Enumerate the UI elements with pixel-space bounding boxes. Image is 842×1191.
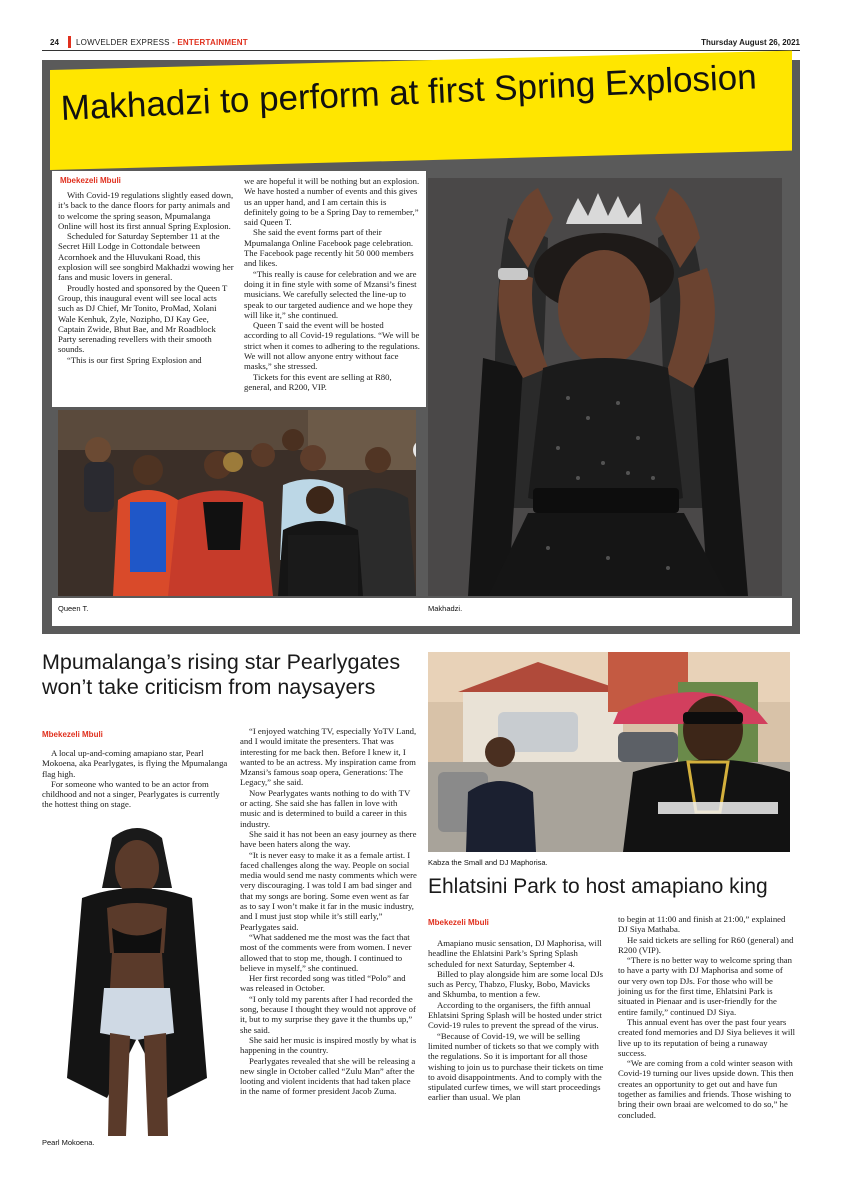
paragraph: “There is no better way to welcome spring than to have a party with DJ Maphorisa and some of our very own top DJs. For those who will be joining us for the first time, Ehlatsini Park is situated in Pienaar and is user-friendly for the entire family,” continued DJ Siya. — [618, 955, 793, 1017]
kabza-maphorisa-photo-art — [428, 652, 790, 852]
story1-headline: Makhadzi to perform at first Spring Explosion — [59, 57, 758, 128]
paragraph: Pearlygates revealed that she will be releasing a new single in October called “Zulu Man” after the looting and violent incidents that had taken place in the name of former president Jacob Zuma. — [240, 1055, 416, 1097]
caption-strip — [52, 598, 792, 626]
story2-byline: Mbekezeli Mbuli — [42, 730, 103, 739]
paragraph: we are hopeful it will be nothing but an explosion. We have hosted a number of events and this gives us an upper hand, and I am certain this is definitely going to be a Spring Day to remember,” said Queen T. — [244, 176, 420, 228]
story1-column-1 — [58, 190, 234, 365]
makhadzi-photo-art — [428, 178, 782, 596]
paragraph: He said tickets are selling for R60 (general) and R200 (VIP). — [618, 934, 794, 955]
header-rule — [42, 50, 800, 51]
story1-column-2 — [244, 176, 420, 392]
queen-t-photo-art — [58, 410, 416, 596]
page-number: 24 — [50, 38, 59, 47]
kabza-maphorisa-photo — [428, 652, 790, 852]
paragraph: to begin at 11:00 and finish at 21:00,” explained DJ Siya Mathaba. — [618, 914, 786, 935]
paragraph: A local up-and-coming amapiano star, Pearl Mokoena, aka Pearlygates, is flying the Mpumalanga flag high. — [42, 748, 228, 779]
paragraph: She said it has not been an easy journey as there have been haters along the way. — [240, 828, 417, 850]
page-header — [42, 36, 800, 50]
paragraph: “This is our first Spring Explosion and — [67, 354, 202, 365]
publication-name — [76, 38, 248, 47]
paragraph: Billed to play alongside him are some local DJs such as Percy, Thabzo, Flusky, Bobo, Mavicks and Skhumba, to mention a few. — [428, 968, 603, 1000]
paragraph: “Because of Covid-19, we will be selling limited number of tickets so that we comply with the regulations. So it is important for all those wishing to join us to purchase their tickets on time to avoid disappointments. And to comply with the stipulated curfew times, we will start proceedings earlier than usual. We plan — [428, 1030, 604, 1103]
paragraph: Tickets for this event are selling at R80, general, and R200, VIP. — [244, 371, 392, 392]
pearl-mokoena-photo — [42, 818, 232, 1136]
paragraph: Amapiano music sensation, DJ Maphorisa, will headline the Ehlatsini Park’s Spring Splash scheduled for next Saturday, September 4. — [428, 938, 602, 969]
paragraph: Queen T said the event will be hosted according to all Covid-19 regulations. “We will be strict when it comes to adhering to the regulations. We will not allow anyone entry without face masks,” she stressed. — [244, 320, 420, 372]
issue-date: Thursday August 26, 2021 — [701, 38, 800, 47]
paragraph: “It is never easy to make it as a female artist. I faced challenges along the way. People on social media would send me nasty comments which were very discouraging. I was told I am bad singer and that my songs are boring. Some even went as far as to say I won’t make it far in the music industry, and I must just stop while it’s still early,” Pearlygates said. — [240, 849, 417, 932]
makhadzi-caption: Makhadzi. — [428, 604, 463, 613]
paragraph: “I only told my parents after I had recorded the song, because I thought they would not approve of it, but to my surprise they gave it the thumbs up,” she said. — [240, 993, 416, 1035]
story2-column-2 — [240, 726, 418, 1097]
story3-column-2 — [618, 914, 796, 1120]
paragraph: “I enjoyed watching TV, especially YoTV Land, and I would imitate the presenters. That was interesting for me back then. Before I knew it, I wanted to be an actress. My inspiration came from Mzansi’s famous soap opera, Generations: The Legacy,” she said. — [240, 726, 417, 788]
story3-column-1 — [428, 938, 604, 1103]
queen-t-caption: Queen T. — [58, 604, 89, 613]
paragraph: She said the event forms part of their Mpumalanga Online Facebook page celebration. The Facebook page recently hit 50 000 members and likes. — [244, 227, 414, 269]
paragraph: She said her music is inspired mostly by what is happening in the country. — [240, 1034, 417, 1056]
section-name: ENTERTAINMENT — [177, 38, 248, 47]
paragraph: According to the organisers, the fifth annual Ehlatsini Spring Splash will be hosted under strict Covid-19 rules to prevent the spread of the virus. — [428, 999, 602, 1031]
header-accent-bar — [68, 36, 71, 48]
paragraph: “We are coming from a cold winter season with Covid-19 turning our lives upside down. This then creates an opportunity to get out and have fun together as families and friends. Those wishing to bring their own braai are welcomed to do so,” he concluded. — [618, 1058, 794, 1120]
pearl-caption: Pearl Mokoena. — [42, 1138, 95, 1147]
queen-t-photo — [58, 410, 416, 596]
story3-headline: Ehlatsini Park to host amapiano king — [428, 875, 768, 898]
paragraph: With Covid-19 regulations slightly eased down, it’s back to the dance floors for party animals and to welcome the spring season, Mpumalanga Online will host its first annual Spring Explosion. — [58, 190, 234, 231]
makhadzi-photo — [428, 178, 782, 596]
paragraph: “This really is cause for celebration and we are doing it in fine style with some of Mzansi’s finest musicians. We carefully selected the line-up to speak to our targeted audience and we hope they will like it,” she continued. — [244, 268, 417, 320]
paragraph: Proudly hosted and sponsored by the Queen T Group, this inaugural event will see local acts such as DJ Chief, Mr Tonito, ProMad, Xolani Wale Kenhuk, Zyle, Nozipho, DJ Kay Gee, Captain Zwide, Bhut Bae, and Mr Roadblock Party serenading revellers with their smooth sounds. — [58, 282, 228, 355]
paragraph: “What saddened me the most was the fact that most of the comments were from women. I never allowed that to stop me, though. I continued to believe in myself,” she continued. — [240, 931, 412, 973]
publication-title: LOWVELDER EXPRESS - — [76, 38, 178, 47]
paragraph: This annual event has over the past four years created fond memories and DJ Siya believes it will live up to its reputation of being a runaway success. — [618, 1016, 796, 1058]
kabza-caption: Kabza the Small and DJ Maphorisa. — [428, 858, 548, 867]
story2-headline: Mpumalanga’s rising star Pearlygates won’t take criticism from naysayers — [42, 650, 401, 699]
paragraph: Now Pearlygates wants nothing to do with TV or acting. She said she has fallen in love with music and is determined to build a career in this industry. — [240, 787, 411, 829]
pearl-mokoena-photo-art — [42, 818, 232, 1136]
paragraph: Her first recorded song was titled “Polo” and was released in October. — [240, 973, 406, 994]
story2-column-1 — [42, 748, 228, 810]
story3-byline: Mbekezeli Mbuli — [428, 918, 489, 927]
paragraph: Scheduled for Saturday September 11 at the Secret Hill Lodge in Cottondale between Acornhoek and the Hluvukani Road, this explosion will see songbird Makhadzi wowing her fans and music lovers in general. — [58, 231, 234, 283]
paragraph: For someone who wanted to be an actor from childhood and not a singer, Pearlygates is currently the hottest thing on stage. — [42, 778, 220, 810]
story1-byline: Mbekezeli Mbuli — [60, 176, 121, 185]
